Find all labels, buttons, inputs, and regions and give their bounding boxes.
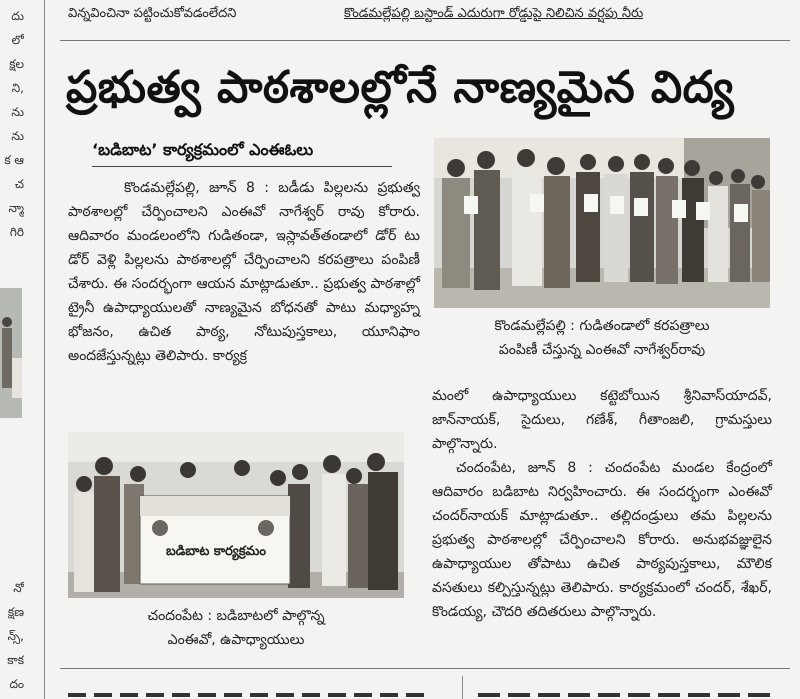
photo1-caption-line1: కొండమల్లేపల్లి : గుడితండాలో కరపత్రాలు [494, 318, 710, 334]
banner-text: బడిబాట కార్యక్రమం [166, 544, 266, 559]
fragment-text: నో [13, 581, 24, 595]
fragment-text: దు [11, 9, 24, 23]
fragment-text: లో [11, 33, 24, 47]
bottom-divider [60, 668, 790, 669]
photo2-caption-line2: ఎంఈవో, ఉపాధ్యాయులు [167, 632, 305, 648]
subheadline: ‘బడిబాట’ కార్యక్రమంలో ఎంఈఓలు [92, 140, 314, 159]
fragment-text: క ఆ [4, 153, 24, 167]
fragment-text: ను [11, 105, 24, 119]
fragment-text: గిరి [9, 225, 24, 239]
article-paragraph: చందంపేట, జూన్ 8 : చందంపేట మండల కేంద్రంలో ఆదివారం బడిబాట నిర్వహించారు. ఈ సందర్భంగా ఎంఈవో చందర్‌నాయక్ మాట్లాడుతూ.. తల్లిదండ్రులు తమ పిల్లలను ప్రభుత్వ పాఠశాలల్లో చేర్పించాలని కోరారు. అనుభవజ్ఞులైన ఉపాధ్యాయుల తోపాటు ఉచిత పాఠ్యపుస్తకాలు, మౌలిక వసతులు కల్పిస్తున్నట్లు తెలిపారు. కార్యక్రమంలో చందర్, శేఖర్, కొండయ్య, చౌదరి తదితరులు పాల్గొన్నారు. [432, 460, 772, 620]
fragment-text: న్మా [8, 201, 24, 215]
left-column-fragments [0, 4, 24, 244]
article-paragraph: మంలో ఉపాధ్యాయులు కట్టెబోయిన శ్రీనివాస్‌యాదవ్, జాన్‌నాయక్, సైదులు, గణేశ్, గీతాంజలి, గ్రామస్తులు పాల్గొన్నారు. [432, 388, 772, 452]
photo2-caption-line1: చందంపేట : బడిబాటలో పాల్గొన్న [147, 608, 325, 624]
top-right-caption: కొండమల్లేపల్లి బస్టాండ్ ఎదురుగా రోడ్డుపై నిలిచిన వర్షపు నీరు [344, 6, 644, 21]
next-article-edge-right [478, 690, 778, 699]
column-divider [44, 0, 45, 699]
photo-chandampet [68, 432, 404, 598]
fragment-text: ని, [11, 81, 24, 95]
fragment-text: దం [9, 677, 24, 691]
article-text-column-1 [68, 176, 420, 368]
left-column-bottom-fragments [0, 576, 24, 696]
top-left-text: విన్నవించినా పట్టించుకోవడంలేదని [68, 6, 237, 21]
fragment-text: క్షల [9, 57, 24, 71]
photo1-caption [434, 314, 770, 362]
left-photo-sliver [0, 288, 22, 418]
next-article-edge-left [68, 690, 428, 699]
top-divider [60, 40, 790, 41]
subheadline-underline [92, 166, 392, 167]
photo-kondamallepally [434, 138, 770, 308]
fragment-text: ను [11, 129, 24, 143]
fragment-text: క్షణ [7, 605, 24, 619]
photo2-caption [68, 604, 404, 652]
article-paragraph: కొండమల్లేపల్లి, జూన్ 8 : బడీడు పిల్లలను ప్రభుత్వ పాఠశాలల్లో చేర్పించాలని ఎంఈవో నాగేశ్వర్ రావు కోరారు. ఆదివారం మండలంలోని గుడితండా, ఇస్లావత్‌తండాలో డోర్ టు డోర్ వెళ్లి పిల్లలను పాఠశాలల్లో చేర్పించాలని కరపత్రాలు పంపిణీ చేశారు. ఈ సందర్భంగా ఆయన మాట్లాడుతూ.. ప్రభుత్వ పాఠశాల్లో ట్రైనీ ఉపాధ్యాయులతో నాణ్యమైన బోధనతో పాటు మధ్యాహ్న భోజనం, ఉచిత పాఠ్య, నోటుపుస్తకాలు, యూనిఫాం అందజేస్తున్నట్లు తెలిపారు. కార్యక్ర [68, 180, 420, 364]
bottom-column-divider [462, 676, 463, 699]
fragment-text: కాక [7, 653, 24, 667]
photo1-caption-line2: పంపిణీ చేస్తున్న ఎంఈవో నాగేశ్వర్‌రావు [498, 342, 706, 358]
fragment-text: న్స్, [7, 629, 24, 643]
fragment-text: చ [14, 177, 24, 191]
article-text-column-2 [432, 384, 772, 624]
headline: ప్రభుత్వ పాఠశాలల్లోనే నాణ్యమైన విద్య [66, 62, 735, 113]
